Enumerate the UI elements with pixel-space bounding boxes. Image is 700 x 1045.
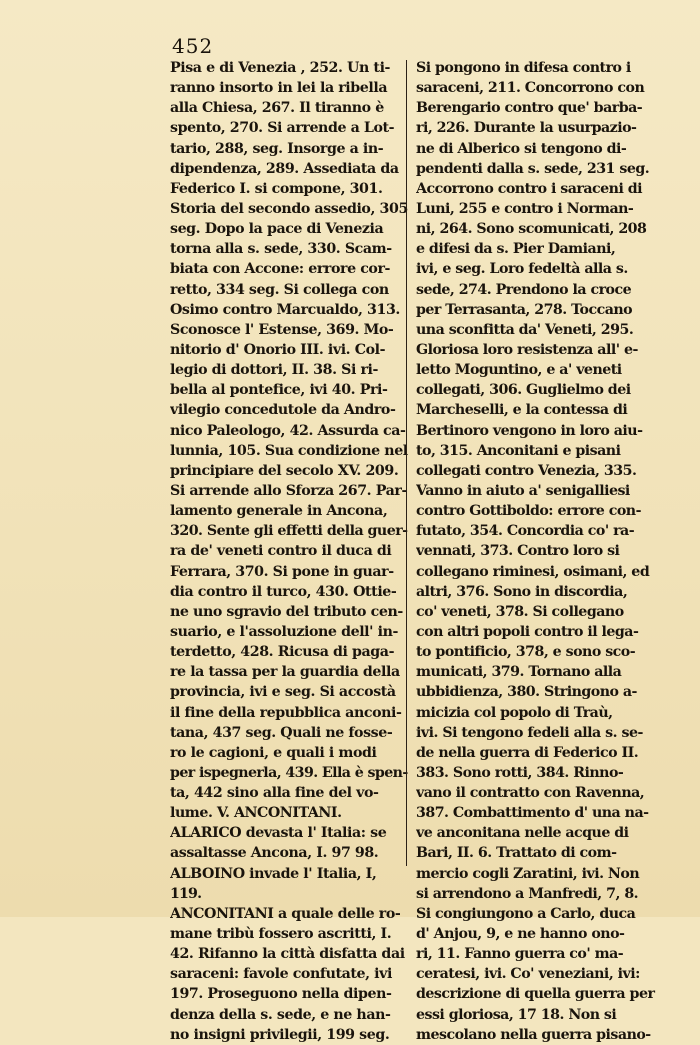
text-line: retto, 334 seg. Si collega con xyxy=(170,281,389,298)
text-line: ubbidienza, 380. Stringono a- xyxy=(416,684,637,701)
text-line: ta, 442 sino alla fine del vo- xyxy=(170,785,379,802)
text-line: micizia col popolo di Traù, xyxy=(416,704,613,721)
text-line: ceratesi, ivi. Co' veneziani, ivi: xyxy=(416,966,640,983)
text-line: co' veneti, 378. Si collegano xyxy=(416,603,624,620)
text-line: collegati contro Venezia, 335. xyxy=(416,462,637,479)
text-line: municati, 379. Tornano alla xyxy=(416,664,622,681)
text-line: Luni, 255 e contro i Norman- xyxy=(416,200,634,217)
text-line: ivi. Si tengono fedeli alla s. se- xyxy=(416,724,643,741)
text-line: il fine della repubblica anconi- xyxy=(170,704,402,721)
text-line: saraceni, 211. Concorrono con xyxy=(416,80,645,97)
text-line: Marcheselli, e la contessa di xyxy=(416,402,628,419)
text-line: seg. Dopo la pace di Venezia xyxy=(170,221,384,238)
text-line: Sconosce l' Estense, 369. Mo- xyxy=(170,321,394,338)
text-line: re la tassa per la guardia della xyxy=(170,664,400,681)
text-line: ranno insorto in lei la ribella xyxy=(170,80,388,97)
text-line: terdetto, 428. Ricusa di paga- xyxy=(170,644,395,661)
text-line: 387. Combattimento d' una na- xyxy=(416,805,649,822)
text-line: descrizione di quella guerra per xyxy=(416,986,655,1003)
text-line: 42. Rifanno la città disfatta dai xyxy=(170,946,405,963)
text-line: ne uno sgravio del tributo cen- xyxy=(170,603,403,620)
text-line: Ferrara, 370. Si pone in guar- xyxy=(170,563,394,580)
text-line: Osimo contro Marcualdo, 313. xyxy=(170,301,400,318)
text-line: ALARICO devasta l' Italia: se xyxy=(170,825,387,842)
left-column xyxy=(170,58,410,1045)
text-line: 197. Proseguono nella dipen- xyxy=(170,986,392,1003)
text-line: altri, 376. Sono in discordia, xyxy=(416,583,628,600)
page-number: 452 xyxy=(172,34,214,58)
text-line: ALBOINO invade l' Italia, I, xyxy=(170,865,377,882)
text-line: Storia del secondo assedio, 305 xyxy=(170,200,408,217)
text-line: essi gloriosa, 17 18. Non si xyxy=(416,1006,617,1023)
text-line: ro le cagioni, e quali i modi xyxy=(170,744,377,761)
text-line: lamento generale in Ancona, xyxy=(170,503,388,520)
text-line: tario, 288, seg. Insorge a in- xyxy=(170,140,384,157)
text-line: lunnia, 105. Sua condizione nel xyxy=(170,442,408,459)
text-line: Si pongono in difesa contro i xyxy=(416,60,631,76)
text-line: contro Gottiboldo: errore con- xyxy=(416,503,641,520)
text-line: mane tribù fossero ascritti, I. xyxy=(170,926,392,943)
right-column xyxy=(416,58,656,1045)
text-line: con altri popoli contro il lega- xyxy=(416,623,639,640)
text-line: dipendenza, 289. Assediata da xyxy=(170,160,399,177)
text-line: principiare del secolo XV. 209. xyxy=(170,462,399,479)
text-line: Bari, II. 6. Trattato di com- xyxy=(416,845,617,862)
text-line: ANCONITANI a quale delle ro- xyxy=(170,905,401,922)
text-line: biata con Accone: errore cor- xyxy=(170,261,391,278)
text-line: Berengario contro que' barba- xyxy=(416,100,643,117)
text-line: alla Chiesa, 267. Il tiranno è xyxy=(170,100,384,117)
text-line: provincia, ivi e seg. Si accostà xyxy=(170,684,396,701)
text-line: ne di Alberico si tengono di- xyxy=(416,140,627,157)
text-line: Bertinoro vengono in loro aiu- xyxy=(416,422,643,439)
text-line: suario, e l'assoluzione dell' in- xyxy=(170,623,398,640)
text-line: Si congiungono a Carlo, duca xyxy=(416,905,636,922)
text-line: per Terrasanta, 278. Toccano xyxy=(416,301,633,318)
text-line: letto Moguntino, e a' veneti xyxy=(416,362,622,379)
text-line: lume. V. ANCONITANI. xyxy=(170,805,342,822)
text-line: Si arrende allo Sforza 267. Par- xyxy=(170,482,407,499)
column-divider xyxy=(406,60,407,866)
text-line: bella al pontefice, ivi 40. Pri- xyxy=(170,382,388,399)
text-line: ve anconitana nelle acque di xyxy=(416,825,629,842)
text-line: tana, 437 seg. Quali ne fosse- xyxy=(170,724,393,741)
text-line: 383. Sono rotti, 384. Rinno- xyxy=(416,764,624,781)
text-line: per ispegnerla, 439. Ella è spen- xyxy=(170,764,408,781)
text-line: una sconfitta da' Veneti, 295. xyxy=(416,321,634,338)
text-line: futato, 354. Concordia co' ra- xyxy=(416,523,635,540)
text-line: nitorio d' Onorio III. ivi. Col- xyxy=(170,341,386,358)
text-line: vilegio concedutole da Andro- xyxy=(170,402,396,419)
text-line: no insigni privilegii, 199 seg. xyxy=(170,1026,390,1043)
text-line: mescolano nella guerra pisano- xyxy=(416,1026,651,1043)
text-line: mercio cogli Zaratini, ivi. Non xyxy=(416,865,640,882)
text-line: to pontificio, 378, e sono sco- xyxy=(416,644,636,661)
text-line: pendenti dalla s. sede, 231 seg. xyxy=(416,160,650,177)
text-line: vano il contratto con Ravenna, xyxy=(416,785,645,802)
text-line: ra de' veneti contro il duca di xyxy=(170,543,392,560)
text-line: ri, 11. Fanno guerra co' ma- xyxy=(416,946,624,963)
text-line: legio di dottori, II. 38. Si ri- xyxy=(170,362,378,379)
text-line: torna alla s. sede, 330. Scam- xyxy=(170,241,392,258)
text-line: nico Paleologo, 42. Assurda ca- xyxy=(170,422,406,439)
text-line: saraceni: favole confutate, ivi xyxy=(170,966,392,983)
text-line: dia contro il turco, 430. Ottie- xyxy=(170,583,397,600)
text-line: e difesi da s. Pier Damiani, xyxy=(416,241,616,258)
text-line: Federico I. si compone, 301. xyxy=(170,180,383,197)
text-line: 320. Sente gli effetti della guer- xyxy=(170,523,408,540)
text-line: denza della s. sede, e ne han- xyxy=(170,1006,391,1023)
text-line: Pisa e di Venezia , 252. Un ti- xyxy=(170,60,391,76)
text-line: spento, 270. Si arrende a Lot- xyxy=(170,120,395,137)
text-line: Vanno in aiuto a' senigalliesi xyxy=(416,482,630,499)
text-line: Accorrono contro i saraceni di xyxy=(416,180,643,197)
text-line: Gloriosa loro resistenza all' e- xyxy=(416,341,638,358)
text-line: assaltasse Ancona, I. 97 98. xyxy=(170,845,379,862)
text-line: ivi, e seg. Loro fedeltà alla s. xyxy=(416,261,628,278)
text-line: ri, 226. Durante la usurpazio- xyxy=(416,120,637,137)
text-line: collegano riminesi, osimani, ed xyxy=(416,563,650,580)
text-line: sede, 274. Prendono la croce xyxy=(416,281,632,298)
text-line: de nella guerra di Federico II. xyxy=(416,744,639,761)
text-line: d' Anjou, 9, e ne hanno ono- xyxy=(416,926,625,943)
text-line: vennati, 373. Contro loro si xyxy=(416,543,620,560)
text-line: collegati, 306. Guglielmo dei xyxy=(416,382,631,399)
text-line: to, 315. Anconitani e pisani xyxy=(416,442,621,459)
text-line: si arrendono a Manfredi, 7, 8. xyxy=(416,885,639,902)
text-line: ni, 264. Sono scomunicati, 208 xyxy=(416,221,647,238)
text-line: 119. xyxy=(170,885,202,902)
